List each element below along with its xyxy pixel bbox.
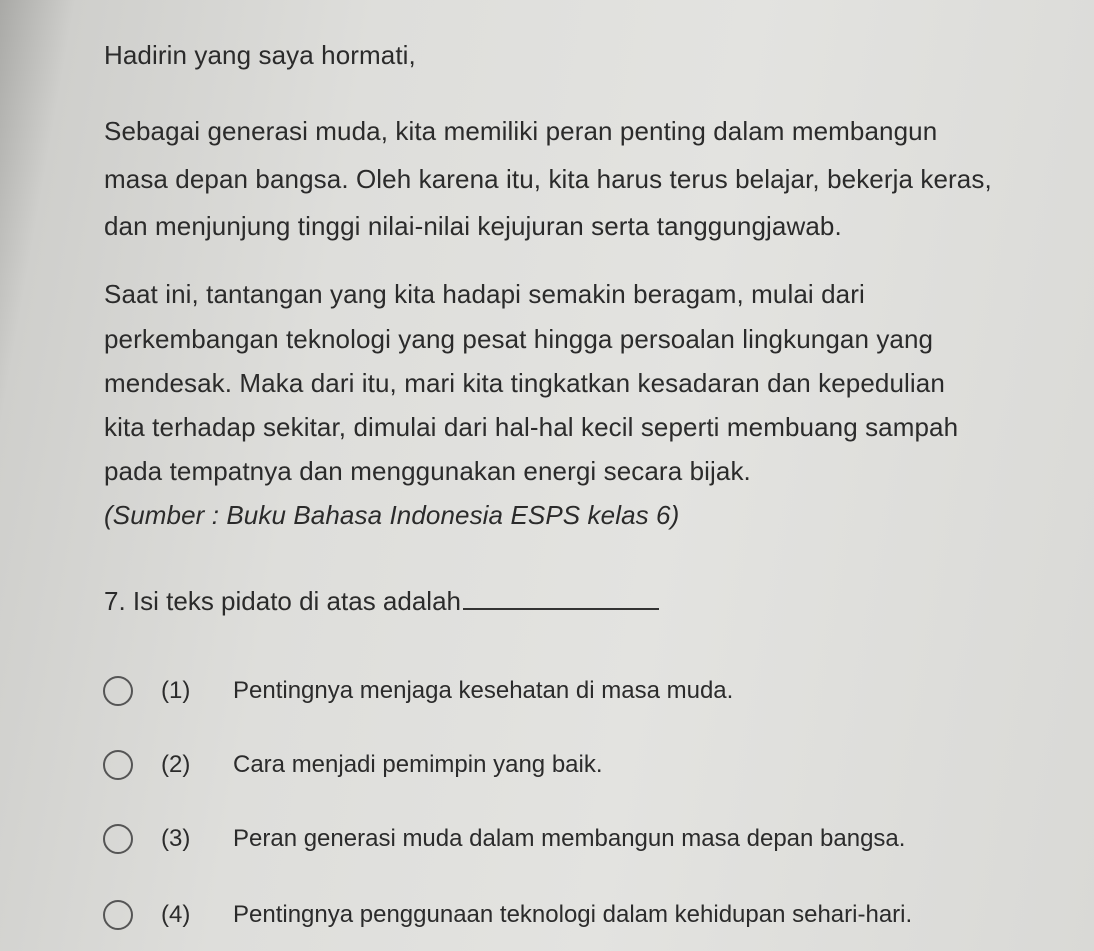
- option-2[interactable]: [103, 745, 1023, 785]
- radio-button-icon[interactable]: [103, 676, 133, 706]
- option-4[interactable]: [103, 895, 1023, 935]
- option-text: Pentingnya menjaga kesehatan di masa muda.: [233, 677, 734, 704]
- answer-blank: [463, 607, 659, 610]
- paragraph2-line2: perkembangan teknologi yang pesat hingga persoalan lingkungan yang: [104, 324, 934, 354]
- radio-button-icon[interactable]: [103, 900, 133, 930]
- radio-button-icon[interactable]: [103, 824, 133, 854]
- paragraph1-line3: dan menjunjung tinggi nilai-nilai kejujuran serta tanggungjawab.: [104, 211, 842, 241]
- source-citation: (Sumber : Buku Bahasa Indonesia ESPS kelas 6): [104, 500, 680, 530]
- option-text: Peran generasi muda dalam membangun masa depan bangsa.: [233, 825, 906, 852]
- question-7: [104, 585, 659, 617]
- option-number: (1): [161, 677, 191, 704]
- paragraph2-line3: mendesak. Maka dari itu, mari kita tingkatkan kesadaran dan kepedulian: [104, 368, 945, 398]
- greeting: Hadirin yang saya hormati,: [104, 40, 416, 70]
- radio-button-icon[interactable]: [103, 750, 133, 780]
- option-text: Pentingnya penggunaan teknologi dalam kehidupan sehari-hari.: [233, 901, 913, 928]
- option-3[interactable]: [103, 819, 1023, 859]
- option-number: (2): [161, 751, 191, 778]
- paragraph2-line1: Saat ini, tantangan yang kita hadapi semakin beragam, mulai dari: [104, 279, 865, 309]
- paragraph2-line5: pada tempatnya dan menggunakan energi secara bijak.: [104, 456, 751, 486]
- option-number: (3): [161, 825, 191, 852]
- paragraph1-line1: Sebagai generasi muda, kita memiliki peran penting dalam membangun: [104, 116, 938, 146]
- option-text: Cara menjadi pemimpin yang baik.: [233, 751, 603, 778]
- paragraph2-line4: kita terhadap sekitar, dimulai dari hal-hal kecil seperti membuang sampah: [104, 412, 959, 442]
- paragraph1-line2: masa depan bangsa. Oleh karena itu, kita harus terus belajar, bekerja keras,: [104, 164, 992, 194]
- option-1[interactable]: [103, 671, 1023, 711]
- question-text: 7. Isi teks pidato di atas adalah: [104, 586, 462, 616]
- option-number: (4): [161, 901, 191, 928]
